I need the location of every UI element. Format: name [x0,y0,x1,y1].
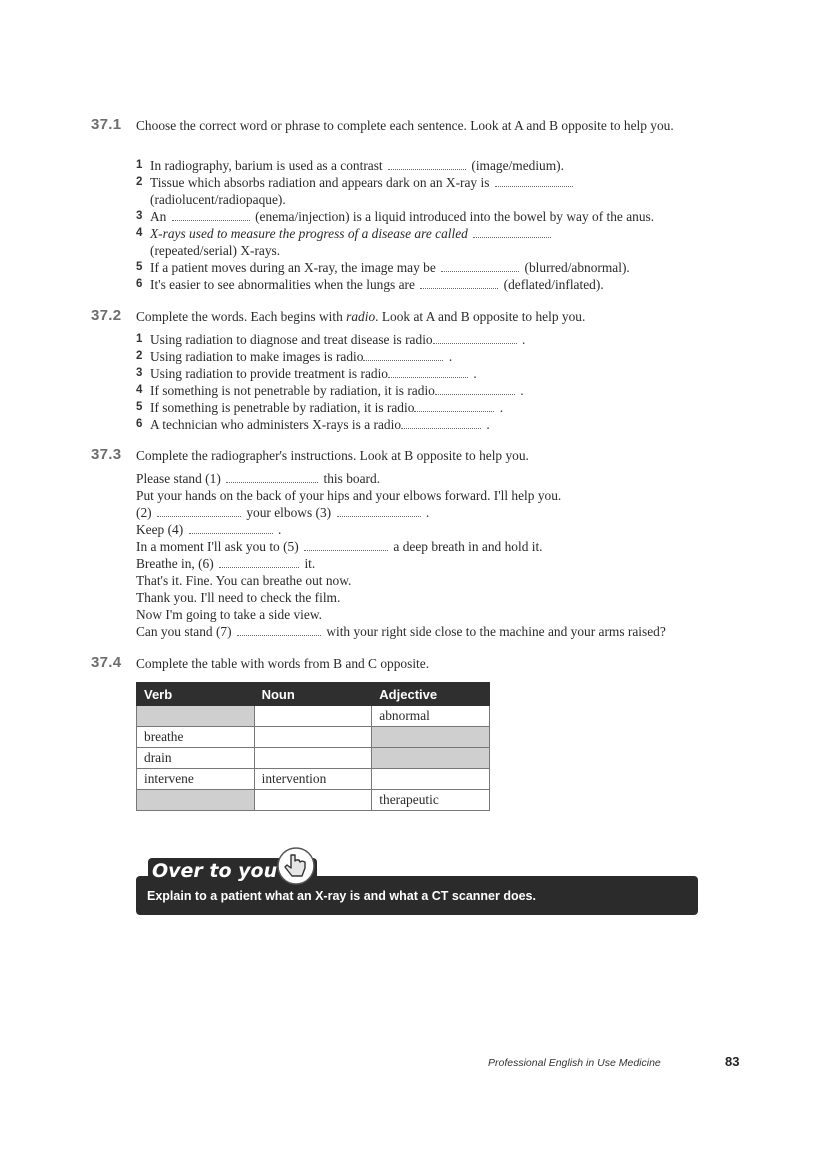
list-item-continued: (repeated/serial) X-rays. [150,243,281,258]
table-cell-blank[interactable] [137,706,255,727]
answer-blank[interactable] [219,556,299,568]
radiographer-instructions [136,470,716,640]
table-row [137,748,490,769]
answer-blank[interactable] [473,226,551,238]
table-row [137,727,490,748]
column-header: Adjective [372,683,490,706]
answer-blank[interactable] [226,471,318,483]
instruction-line: That's it. Fine. You can breathe out now. [136,573,352,588]
instruction-line: Keep (4) . [136,522,282,537]
instruction-line: Now I'm going to take a side view. [136,607,322,622]
footer-book-title: Professional English in Use Medicine [488,1057,661,1069]
list-item: 4 X-rays used to measure the progress of a disease are called [136,225,716,242]
over-to-you-title: Over to you [148,858,317,884]
answer-blank[interactable] [237,624,321,636]
page-number: 83 [725,1054,740,1069]
answer-blank[interactable] [189,522,273,534]
list-item: 3 Using radiation to provide treatment is radio . [136,366,477,381]
instruction-line: In a moment I'll ask you to (5) a deep breath in and hold it. [136,539,543,554]
answer-blank[interactable] [172,209,250,221]
list-item: 4 If something is not penetrable by radiation, it is radio . [136,383,524,398]
column-header: Noun [254,683,372,706]
exercise-number-37-3: 37.3 [91,446,122,463]
table-cell: abnormal [372,706,490,727]
table-cell-blank[interactable] [372,727,490,748]
over-to-you-text: Explain to a patient what an X-ray is and what a CT scanner does. [147,889,536,903]
table-header-row [137,683,490,706]
answer-blank[interactable] [363,349,443,361]
pointing-hand-icon [276,846,316,886]
answer-blank[interactable] [337,505,421,517]
table-cell-blank[interactable] [372,769,490,790]
answer-blank[interactable] [388,158,466,170]
answer-blank[interactable] [495,175,573,187]
table-cell: intervention [254,769,372,790]
list-item: 6 It's easier to see abnormalities when the lungs are (deflated/inflated). [136,277,604,292]
table-cell: therapeutic [372,790,490,811]
list-item: 2 Using radiation to make images is radio . [136,349,453,364]
list-item: 2 Tissue which absorbs radiation and appears dark on an X-ray is [136,174,716,191]
table-cell-blank[interactable] [254,790,372,811]
exercise-items-37-1 [136,157,716,293]
list-item: 1 In radiography, barium is used as a contrast (image/medium). [136,158,564,173]
table-cell-blank[interactable] [372,748,490,769]
list-item: 5 If a patient moves during an X-ray, the image may be (blurred/abnormal). [136,260,630,275]
answer-blank[interactable] [441,260,519,272]
exercise-instruction-37-4: Complete the table with words from B and C opposite. [136,656,430,671]
answer-blank[interactable] [433,332,517,344]
table-cell: drain [137,748,255,769]
list-item: 3 An (enema/injection) is a liquid introduced into the bowel by way of the anus. [136,209,655,224]
instruction-line: Can you stand (7) with your right side close to the machine and your arms raised? [136,624,666,639]
list-item: 6 A technician who administers X-rays is a radio . [136,417,490,432]
answer-blank[interactable] [420,277,498,289]
table-row [137,769,490,790]
instruction-line: Please stand (1) this board. [136,471,381,486]
answer-blank[interactable] [435,383,515,395]
exercise-number-37-4: 37.4 [91,654,122,671]
table-cell: intervene [137,769,255,790]
exercise-number-37-2: 37.2 [91,307,122,324]
list-item: 5 If something is penetrable by radiation, it is radio . [136,400,504,415]
exercise-instruction-37-1: Choose the correct word or phrase to complete each sentence. Look at A and B opposite to help you. [136,118,674,133]
exercise-instruction-37-2: Complete the words. Each begins with radio. Look at A and B opposite to help you. [136,309,586,324]
table-row [137,706,490,727]
answer-blank[interactable] [414,400,494,412]
table-cell-blank[interactable] [137,790,255,811]
table-cell-blank[interactable] [254,727,372,748]
table-row [137,790,490,811]
answer-blank[interactable] [401,417,481,429]
table-cell-blank[interactable] [254,706,372,727]
answer-blank[interactable] [304,539,388,551]
column-header: Verb [137,683,255,706]
answer-blank[interactable] [157,505,241,517]
list-item-continued: (radiolucent/radiopaque). [150,192,286,207]
answer-blank[interactable] [388,366,468,378]
instruction-line: Thank you. I'll need to check the film. [136,590,341,605]
instruction-line: Put your hands on the back of your hips and your elbows forward. I'll help you. [136,488,562,503]
exercise-instruction-37-3: Complete the radiographer's instructions. Look at B opposite to help you. [136,448,529,463]
list-item: 1 Using radiation to diagnose and treat disease is radio . [136,332,526,347]
table-cell: breathe [137,727,255,748]
exercise-number-37-1: 37.1 [91,116,122,133]
instruction-line: Breathe in, (6) it. [136,556,316,571]
exercise-items-37-2 [136,331,716,433]
word-table [136,682,490,811]
instruction-line: (2) your elbows (3) . [136,505,430,520]
table-cell-blank[interactable] [254,748,372,769]
